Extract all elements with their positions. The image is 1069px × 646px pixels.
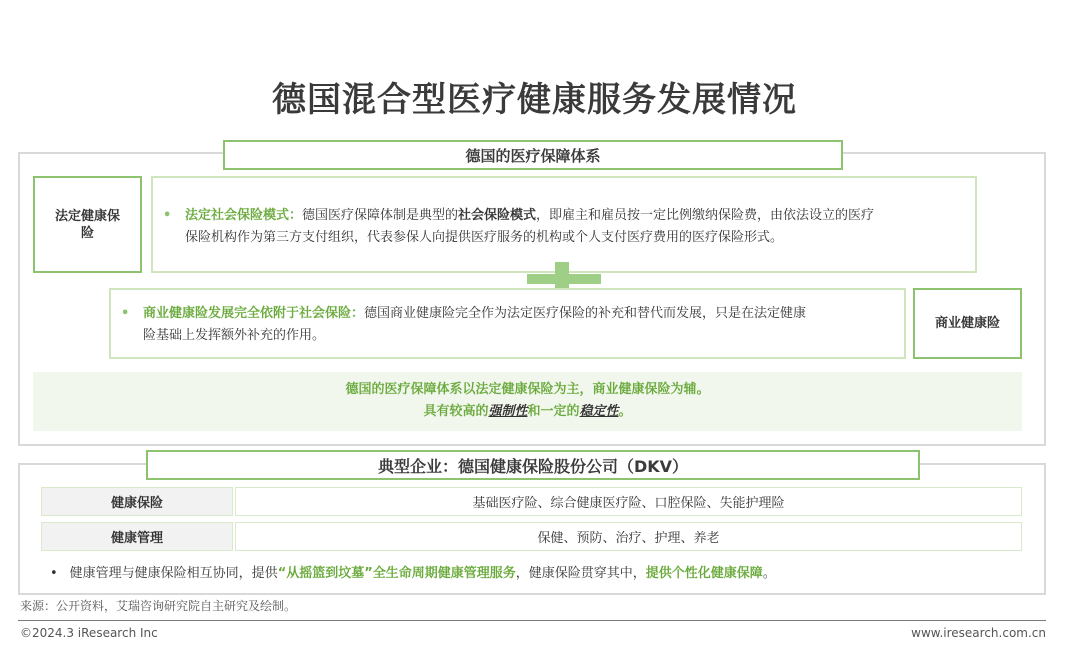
section-heading-typical-company xyxy=(146,450,920,480)
source-note: 来源：公开资料，艾瑞咨询研究院自主研究及绘制。 xyxy=(20,599,297,613)
commercial-insurance-label: 商业健康险 xyxy=(913,288,1022,359)
row-label-health-insurance: 健康保险 xyxy=(41,487,233,516)
section-heading-text: 典型企业：德国健康保险股份公司（DKV） xyxy=(377,456,689,476)
bullet-dot-icon: • xyxy=(50,566,58,581)
healthcare-system-summary xyxy=(33,372,1022,431)
footer-website[interactable]: www.iresearch.com.cn xyxy=(911,626,1046,640)
section-heading-healthcare-system xyxy=(223,140,843,170)
row-value-health-management: 保健、预防、治疗、护理、养老 xyxy=(235,522,1022,551)
bullet-dot-icon: • xyxy=(121,306,130,321)
summary-line-1: 德国的医疗保障体系以法定健康保险为主，商业健康保险为辅。 xyxy=(345,382,710,397)
company-note: • 健康管理与健康保险相互协同，提供“从摇篮到坟墓”全生命周期健康管理服务，健康保险贯穿其中，提供个性化健康保障。 xyxy=(50,566,776,581)
statutory-insurance-label: 法定健康保险 xyxy=(33,176,142,273)
section-heading-text: 德国的医疗保障体系 xyxy=(465,146,601,165)
footer-copyright: ©2024.3 iResearch Inc xyxy=(20,626,158,640)
commercial-insurance-description: • 商业健康险发展完全依附于社会保险：德国商业健康险完全作为法定医疗保险的补充和替代而发展，只是在法定健康 险基础上发挥额外补充的作用。 xyxy=(109,288,906,359)
footer-divider xyxy=(18,620,1046,621)
row-label-health-management: 健康管理 xyxy=(41,522,233,551)
bullet-dot-icon: • xyxy=(163,208,172,223)
row-value-health-insurance: 基础医疗险、综合健康医疗险、口腔保险、失能护理险 xyxy=(235,487,1022,516)
page-title: 德国混合型医疗健康服务发展情况 xyxy=(272,80,797,120)
summary-line-2: 具有较高的强制性和一定的稳定性。 xyxy=(423,404,632,419)
statutory-insurance-description: • 法定社会保险模式：德国医疗保障体制是典型的社会保险模式，即雇主和雇员按一定比例缴纳保险费，由依法设立的医疗 保险机构作为第三方支付组织，代表参保人向提供医疗服务的机构或个人支付医疗费用的医疗保险形式。 xyxy=(151,176,977,273)
statutory-keyword: 法定社会保险模式： xyxy=(185,208,303,223)
commercial-keyword: 商业健康险发展完全依附于社会保险： xyxy=(143,306,365,321)
